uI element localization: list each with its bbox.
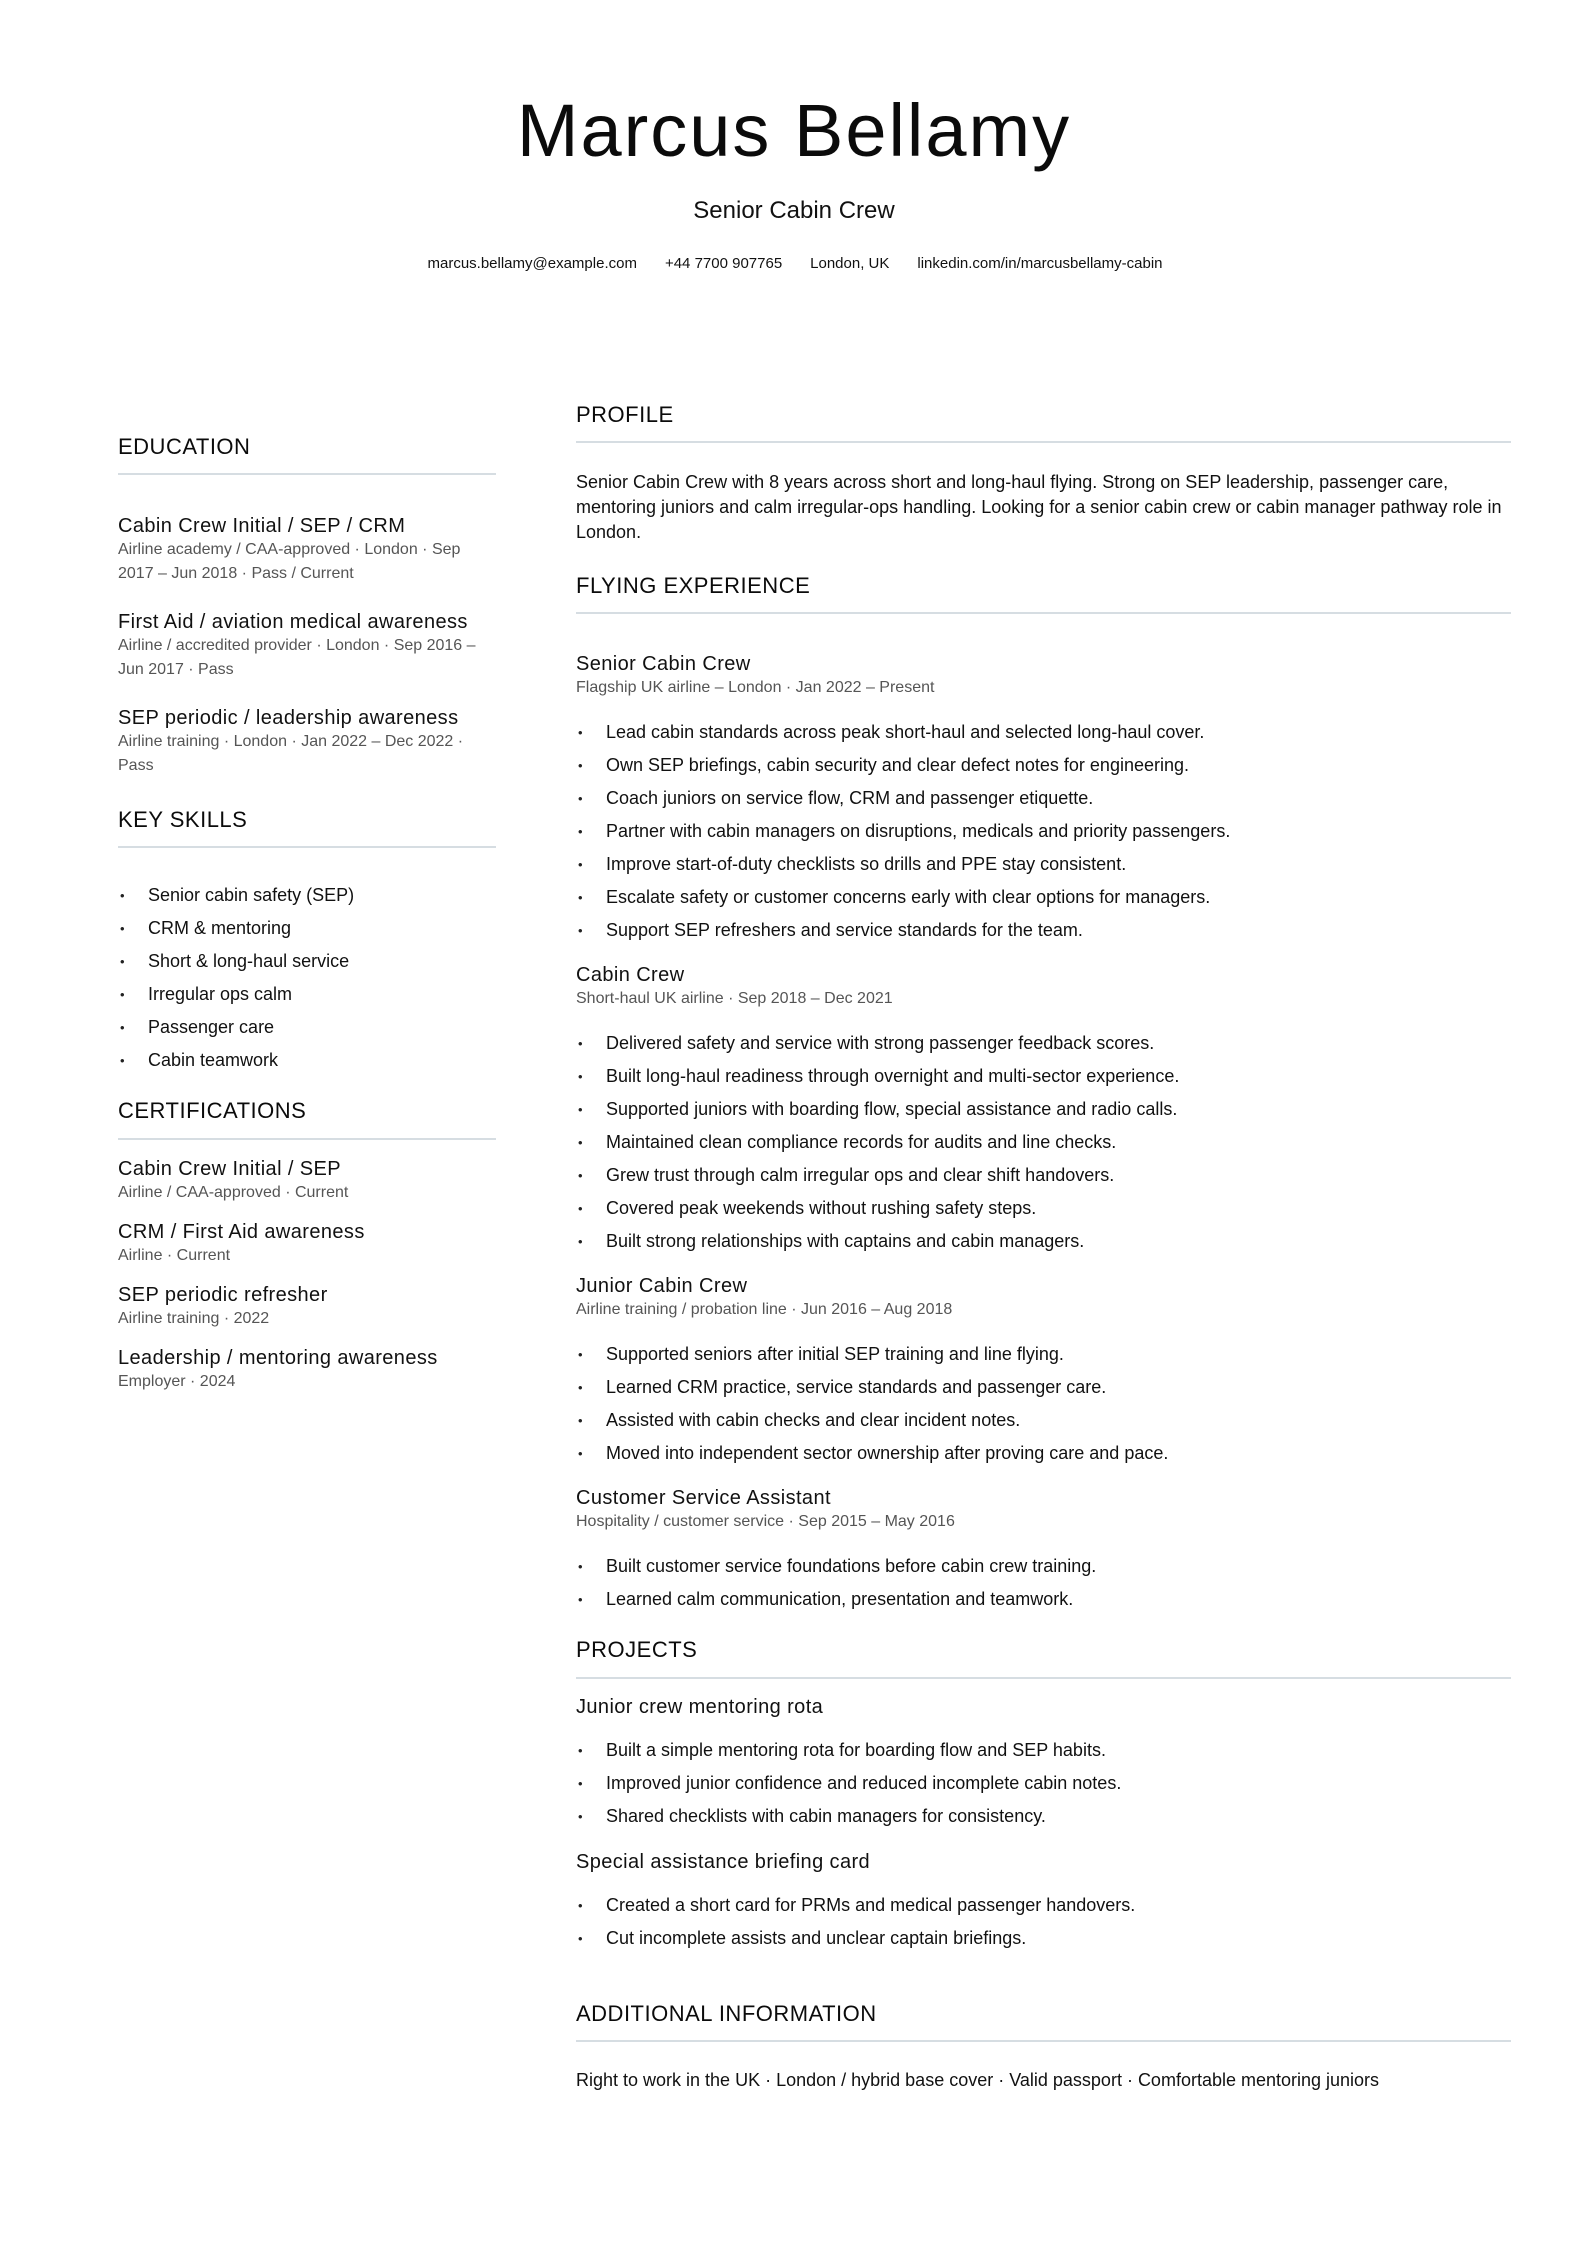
education-sub: Airline training · London · Jan 2022 – Dec 2022 · Pass — [118, 733, 464, 774]
certification-title: SEP periodic refresher — [118, 1284, 328, 1306]
list-item: • Learned CRM practice, service standards and passenger care. — [576, 1371, 1168, 1404]
list-item: • Improved junior confidence and reduced incomplete cabin notes. — [576, 1767, 1121, 1800]
job-bullets — [576, 1338, 1168, 1470]
contact-email[interactable]: marcus.bellamy@example.com — [427, 255, 637, 272]
list-item: • Passenger care — [118, 1011, 354, 1044]
resume-name: Marcus Bellamy — [516, 89, 1072, 172]
job-bullets — [576, 716, 1230, 947]
list-item: • Cabin teamwork — [118, 1044, 354, 1077]
list-item: • Irregular ops calm — [118, 978, 354, 1011]
list-item: • Delivered safety and service with strong passenger feedback scores. — [576, 1027, 1179, 1060]
education-title: SEP periodic / leadership awareness — [118, 707, 459, 729]
additional-text: Right to work in the UK · London / hybrid base cover · Valid passport · Comfortable mentoring juniors — [576, 2070, 1380, 2090]
projects-heading: PROJECTS — [576, 1637, 698, 1662]
education-title: First Aid / aviation medical awareness — [118, 611, 468, 633]
certifications-heading: CERTIFICATIONS — [118, 1098, 307, 1123]
list-item: • Partner with cabin managers on disruptions, medicals and priority passengers. — [576, 815, 1230, 848]
certification-title: Leadership / mentoring awareness — [118, 1347, 438, 1369]
additional-heading: ADDITIONAL INFORMATION — [576, 2001, 877, 2026]
job-sub: Hospitality / customer service · Sep 2015 – May 2016 — [576, 1513, 955, 1530]
job-bullets — [576, 1027, 1179, 1258]
job-title: Customer Service Assistant — [576, 1487, 831, 1509]
certification-sub: Airline · Current — [118, 1247, 231, 1264]
skills-list — [118, 879, 354, 1077]
list-item: • Own SEP briefings, cabin security and clear defect notes for engineering. — [576, 749, 1230, 782]
additional-divider — [576, 2040, 1511, 2042]
projects-divider — [576, 1677, 1511, 1679]
list-item: • Coach juniors on service flow, CRM and passenger etiquette. — [576, 782, 1230, 815]
list-item: • Improve start-of-duty checklists so drills and PPE stay consistent. — [576, 848, 1230, 881]
list-item: • Covered peak weekends without rushing safety steps. — [576, 1192, 1179, 1225]
list-item: • Learned calm communication, presentation and teamwork. — [576, 1583, 1096, 1616]
list-item: • Maintained clean compliance records for audits and line checks. — [576, 1126, 1179, 1159]
list-item: • Short & long-haul service — [118, 945, 354, 978]
experience-heading: FLYING EXPERIENCE — [576, 573, 811, 598]
job-bullets — [576, 1550, 1096, 1616]
job-sub: Flagship UK airline – London · Jan 2022 – Present — [576, 679, 935, 696]
list-item: • Supported seniors after initial SEP training and line flying. — [576, 1338, 1168, 1371]
certification-title: Cabin Crew Initial / SEP — [118, 1158, 342, 1180]
job-title: Junior Cabin Crew — [576, 1275, 748, 1297]
contact-location: London, UK — [810, 255, 890, 272]
skills-heading: KEY SKILLS — [118, 807, 248, 832]
project-bullets — [576, 1734, 1121, 1833]
profile-heading: PROFILE — [576, 402, 674, 427]
job-title: Senior Cabin Crew — [576, 653, 751, 675]
list-item: • Created a short card for PRMs and medical passenger handovers. — [576, 1889, 1135, 1922]
job-sub: Airline training / probation line · Jun 2016 – Aug 2018 — [576, 1301, 953, 1318]
list-item: • Escalate safety or customer concerns early with clear options for managers. — [576, 881, 1230, 914]
contact-linkedin[interactable]: linkedin.com/in/marcusbellamy-cabin — [917, 255, 1163, 272]
certification-title: CRM / First Aid awareness — [118, 1221, 365, 1243]
list-item: • Built a simple mentoring rota for boarding flow and SEP habits. — [576, 1734, 1121, 1767]
contact-line — [0, 255, 1588, 272]
resume-title: Senior Cabin Crew — [693, 197, 895, 224]
list-item: • Grew trust through calm irregular ops and clear shift handovers. — [576, 1159, 1179, 1192]
list-item: • Cut incomplete assists and unclear captain briefings. — [576, 1922, 1135, 1955]
job-title: Cabin Crew — [576, 964, 685, 986]
list-item: • Support SEP refreshers and service standards for the team. — [576, 914, 1230, 947]
education-sub: Airline / accredited provider · London · Sep 2016 – Jun 2017 · Pass — [118, 637, 476, 678]
education-divider — [118, 473, 496, 475]
education-sub: Airline academy / CAA-approved · London · Sep 2017 – Jun 2018 · Pass / Current — [118, 541, 461, 582]
list-item: • Built customer service foundations before cabin crew training. — [576, 1550, 1096, 1583]
certification-sub: Employer · 2024 — [118, 1373, 236, 1390]
certifications-divider — [118, 1138, 496, 1140]
project-title: Special assistance briefing card — [576, 1851, 871, 1873]
contact-phone[interactable]: +44 7700 907765 — [664, 255, 783, 272]
list-item: • Built strong relationships with captains and cabin managers. — [576, 1225, 1179, 1258]
list-item: • Moved into independent sector ownership after proving care and pace. — [576, 1437, 1168, 1470]
experience-divider — [576, 612, 1511, 614]
education-heading: EDUCATION — [118, 434, 251, 459]
list-item: • Assisted with cabin checks and clear incident notes. — [576, 1404, 1168, 1437]
list-item: • Built long-haul readiness through overnight and multi-sector experience. — [576, 1060, 1179, 1093]
project-title: Junior crew mentoring rota — [576, 1696, 824, 1718]
job-sub: Short-haul UK airline · Sep 2018 – Dec 2021 — [576, 990, 893, 1007]
list-item: • Shared checklists with cabin managers for consistency. — [576, 1800, 1121, 1833]
list-item: • Lead cabin standards across peak short-haul and selected long-haul cover. — [576, 716, 1230, 749]
education-title: Cabin Crew Initial / SEP / CRM — [118, 515, 406, 537]
profile-divider — [576, 441, 1511, 443]
certification-sub: Airline training · 2022 — [118, 1310, 270, 1327]
list-item: • Senior cabin safety (SEP) — [118, 879, 354, 912]
list-item: • Supported juniors with boarding flow, special assistance and radio calls. — [576, 1093, 1179, 1126]
list-item: • CRM & mentoring — [118, 912, 354, 945]
certification-sub: Airline / CAA-approved · Current — [118, 1184, 349, 1201]
project-bullets — [576, 1889, 1135, 1955]
skills-divider — [118, 846, 496, 848]
profile-summary: Senior Cabin Crew with 8 years across short and long-haul flying. Strong on SEP leadership, passenger care, mentoring juniors and calm irregular-ops handling. Looking for a senior cabin crew or cabin manager pathway role in London. — [576, 472, 1502, 542]
